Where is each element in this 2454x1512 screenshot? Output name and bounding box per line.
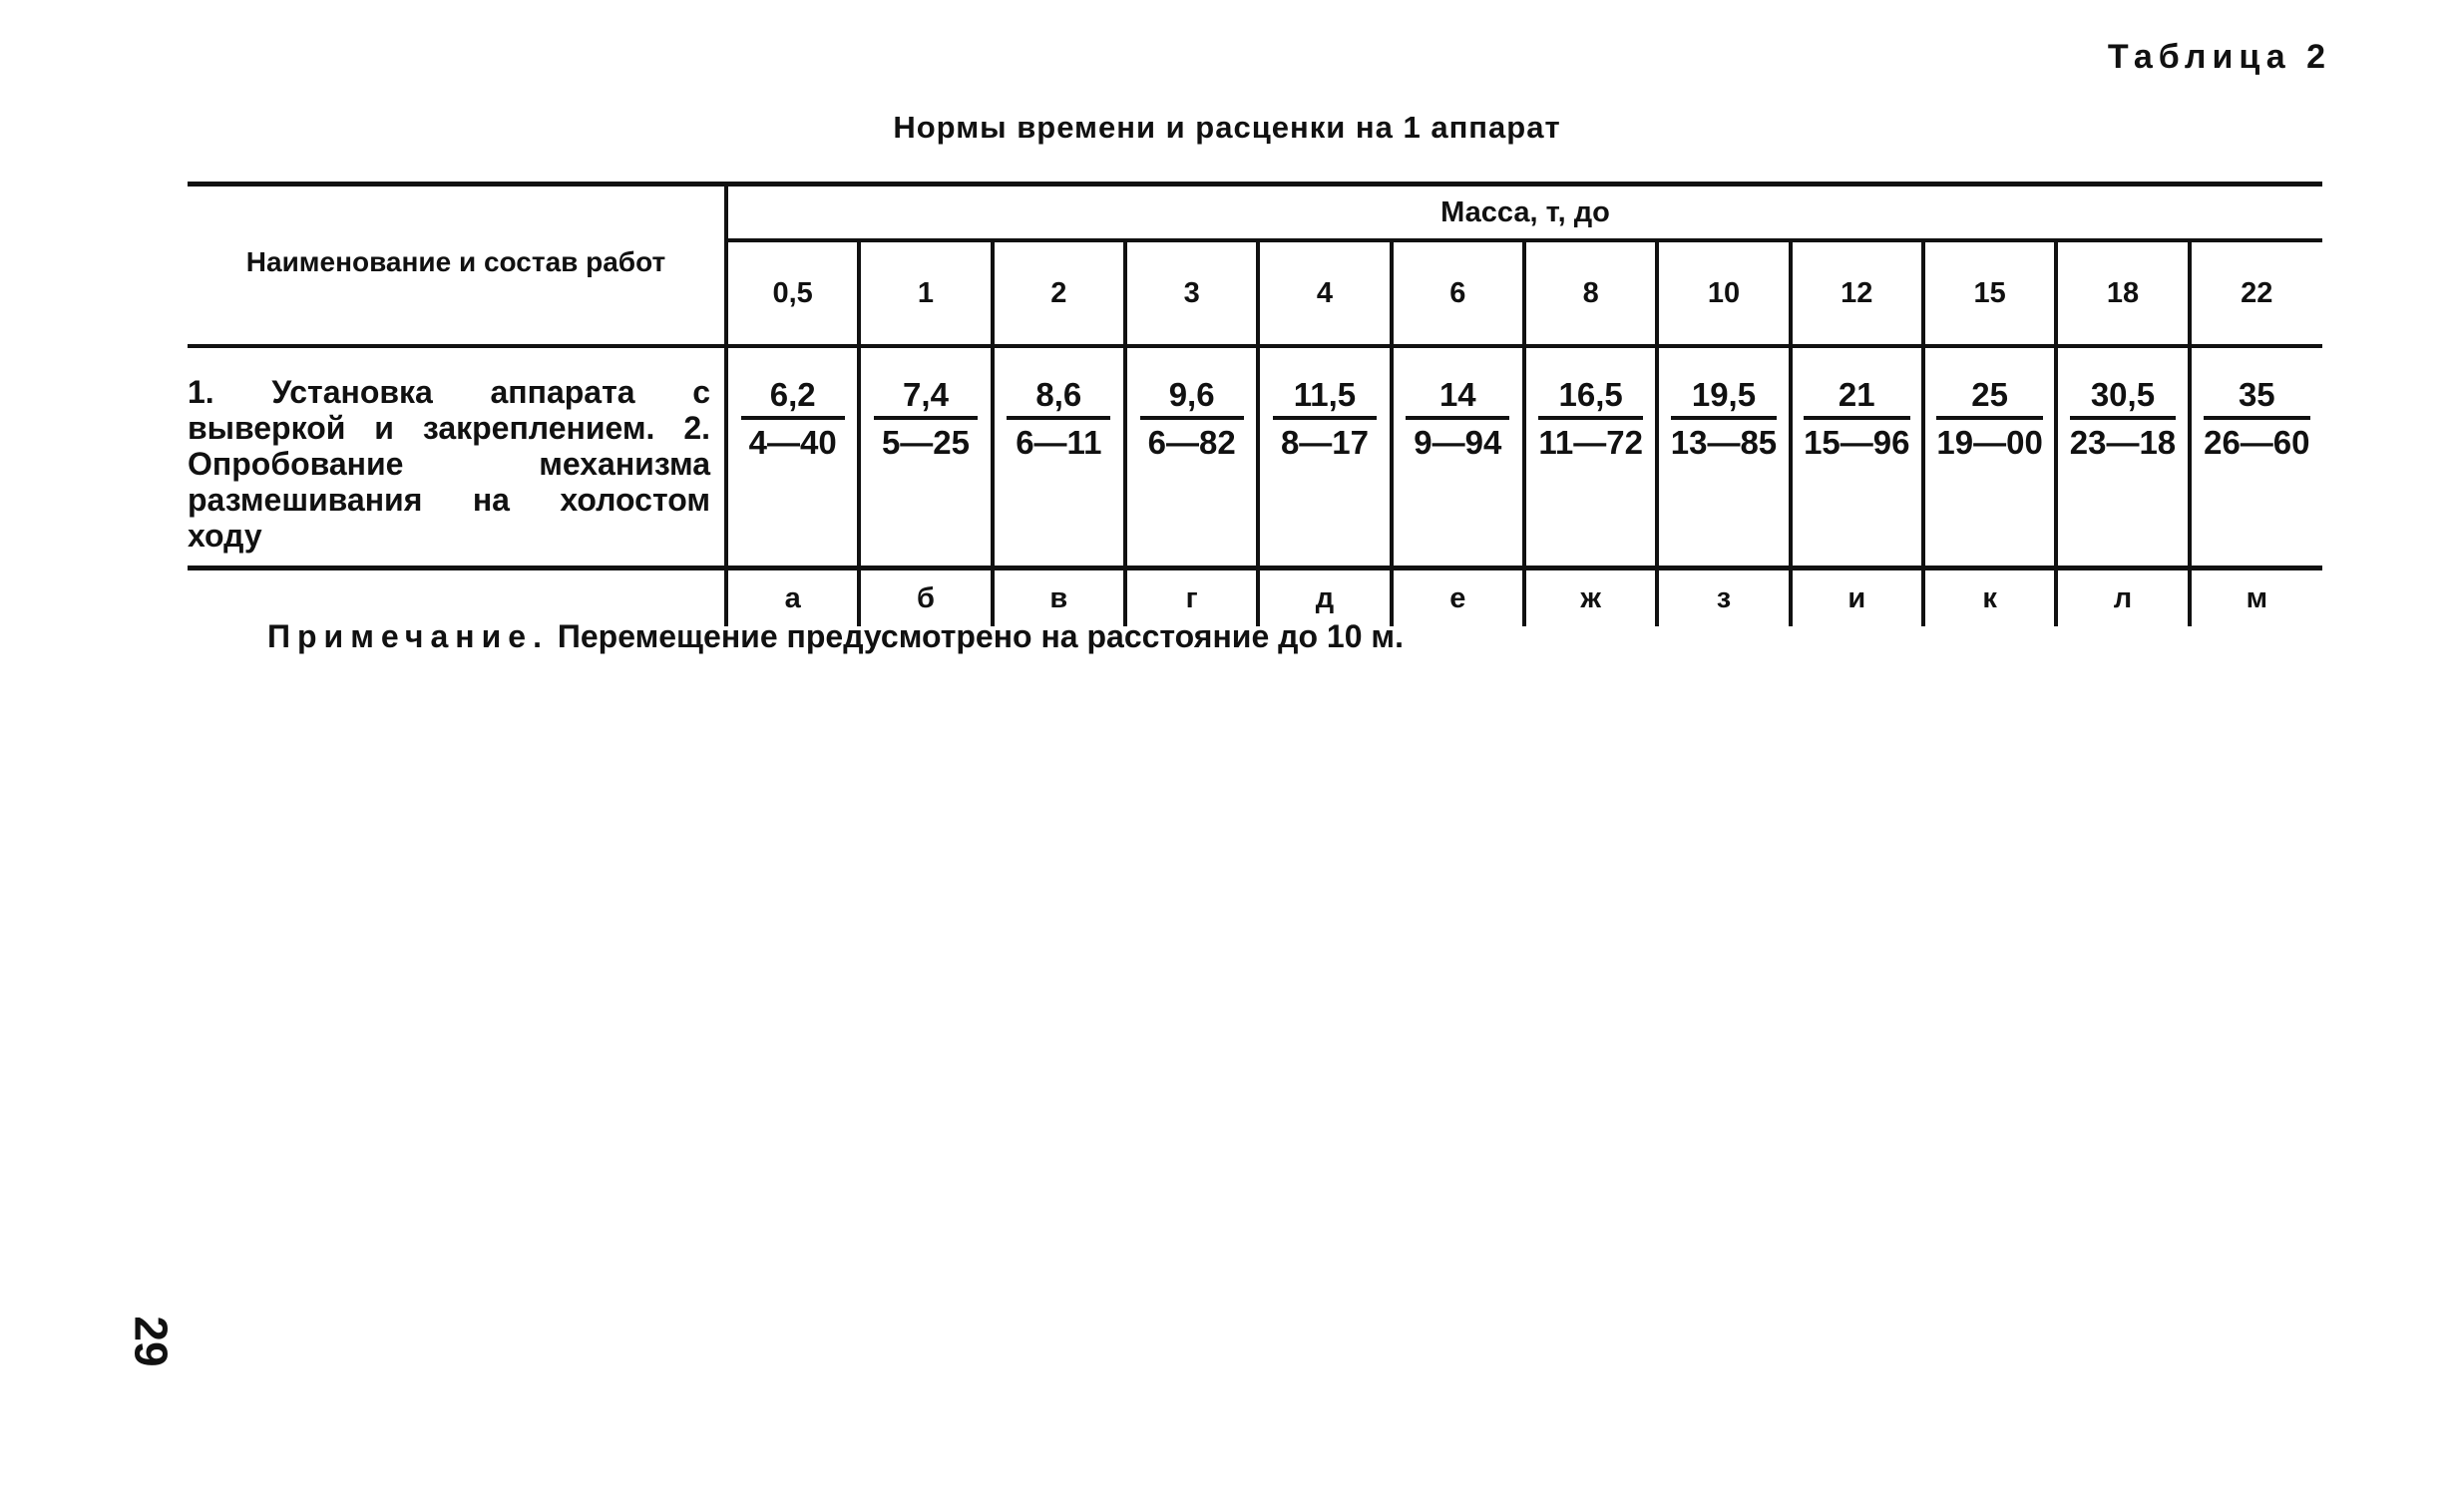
mass-header-cell: 4	[1258, 240, 1391, 346]
time-norm: 16,5	[1538, 376, 1643, 420]
norm-cell	[993, 346, 1125, 568]
work-name-header: Наименование и состав работ	[188, 185, 726, 347]
mass-header-cell: 18	[2056, 240, 2189, 346]
time-norm: 11,5	[1273, 376, 1377, 420]
column-letter: м	[2246, 581, 2268, 614]
price-rate: 9—94	[1414, 424, 1502, 461]
time-norm: 14	[1406, 376, 1509, 420]
price-rate: 5—25	[881, 424, 971, 461]
norm-cell	[1657, 346, 1790, 568]
norm-cell	[1125, 346, 1258, 568]
mass-header-cell: 1	[859, 240, 992, 346]
mass-header-cell: 6	[1392, 240, 1524, 346]
column-letter: к	[1923, 568, 2056, 627]
norm-cell	[2056, 346, 2189, 568]
mass-header-cell: 10	[1657, 240, 1790, 346]
page-number: 29	[125, 1316, 178, 1367]
column-letter: з	[1657, 568, 1790, 627]
norm-cell	[1392, 346, 1524, 568]
price-rate: 6—11	[1016, 424, 1102, 461]
table-label: Таблица 2	[2107, 38, 2331, 76]
norm-cell	[1923, 346, 2056, 568]
mass-header-cell: 15	[1923, 240, 2056, 346]
norm-cell	[1791, 346, 1923, 568]
note-prefix: Примечание.	[267, 618, 549, 654]
price-rate: 23—18	[2069, 424, 2177, 461]
mass-header-cell: 22	[2241, 276, 2273, 309]
column-letter: б	[859, 568, 992, 627]
column-letter: л	[2056, 568, 2189, 627]
norm-cell	[726, 346, 859, 568]
column-letter: и	[1791, 568, 1923, 627]
column-letter: ж	[1524, 568, 1657, 627]
norm-cell	[2190, 346, 2322, 568]
table-title: Нормы времени и расценки на 1 аппарат	[893, 110, 1561, 145]
column-letter: е	[1392, 568, 1524, 627]
time-norm: 6,2	[741, 376, 845, 420]
column-letter: а	[726, 568, 859, 627]
time-norm: 30,5	[2070, 376, 2176, 420]
work-row	[188, 346, 2322, 568]
norms-table	[188, 182, 2322, 626]
time-norm: 7,4	[874, 376, 978, 420]
work-description: 1. Установка аппарата с выверкой и закреплением. 2. Опробование механизма размешивания на холостом ходу	[188, 346, 726, 568]
column-letter: г	[1125, 568, 1258, 627]
mass-header-cell: 3	[1125, 240, 1258, 346]
time-norm: 19,5	[1671, 376, 1777, 420]
price-rate: 6—82	[1147, 424, 1236, 461]
time-norm: 8,6	[1007, 376, 1110, 420]
price-rate: 15—96	[1804, 424, 1910, 461]
column-letter: д	[1258, 568, 1391, 627]
norm-cell	[1524, 346, 1657, 568]
price-rate: 8—17	[1280, 424, 1369, 461]
table-note	[267, 618, 1404, 655]
time-norm: 9,6	[1140, 376, 1244, 420]
note-text: Перемещение предусмотрено на расстояние до 10 м.	[557, 618, 1404, 654]
price-rate: 4—40	[748, 424, 837, 461]
time-norm: 21	[1804, 376, 1909, 420]
time-norm: 25	[1936, 376, 2042, 420]
norm-cell	[859, 346, 992, 568]
mass-header-cell: 12	[1791, 240, 1923, 346]
time-norm: 35	[2204, 376, 2309, 420]
price-rate: 13—85	[1670, 424, 1778, 461]
mass-header-cell: 2	[993, 240, 1125, 346]
price-rate: 26—60	[2204, 424, 2310, 461]
mass-group-header: Масса, т, до	[726, 185, 2322, 241]
norm-cell	[1258, 346, 1391, 568]
column-letter: в	[993, 568, 1125, 627]
price-rate: 11—72	[1538, 424, 1643, 461]
price-rate: 19—00	[1936, 424, 2043, 461]
mass-header-cell: 8	[1524, 240, 1657, 346]
mass-header-cell: 0,5	[726, 240, 859, 346]
